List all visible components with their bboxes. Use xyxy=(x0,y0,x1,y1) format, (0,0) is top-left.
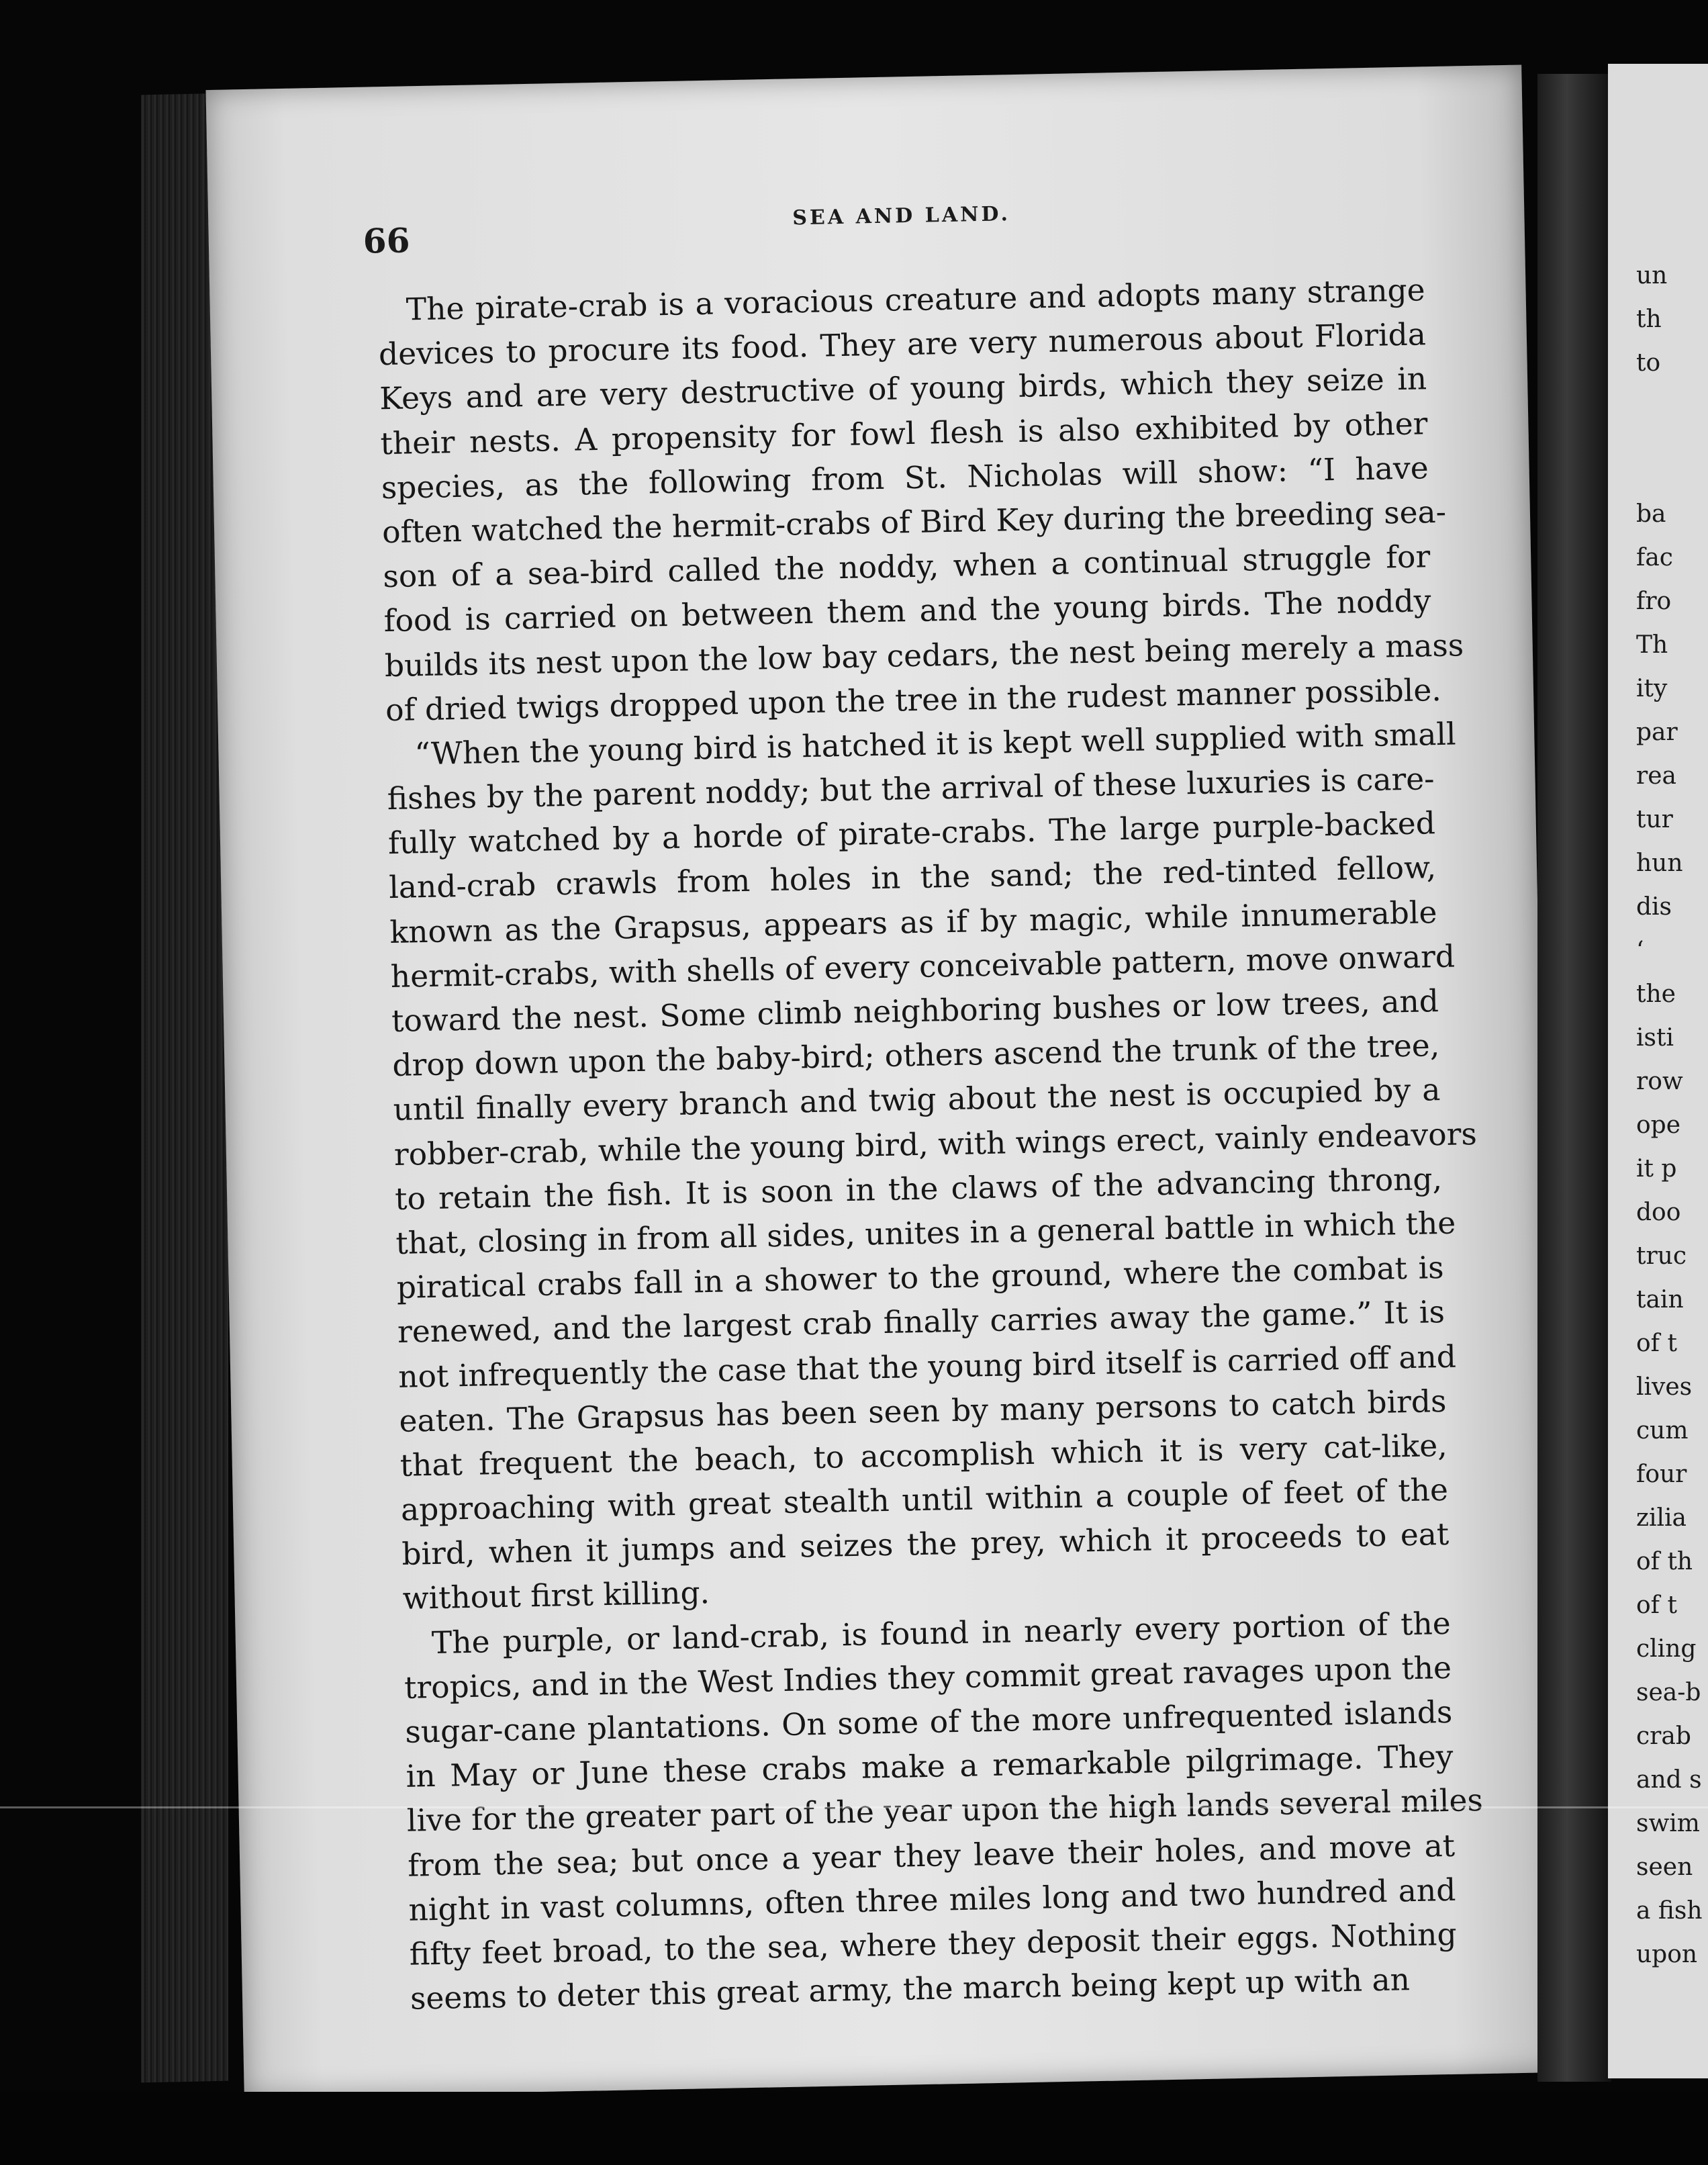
text-line: The pirate-crab is a voracious creature and adopts many strange xyxy=(406,272,1426,328)
text-line: bird, when it jumps and seizes the prey, which it proceeds to eat xyxy=(401,1516,1450,1573)
text-line: fully watched by a horde of pirate-crabs. The large purple-backed xyxy=(387,805,1436,862)
facing-page-fragment: Th xyxy=(1636,631,1668,659)
text-line: known as the Grapsus, appears as if by magic, while innumerable xyxy=(389,894,1437,950)
facing-page-fragment: to xyxy=(1636,349,1661,377)
text-line: fifty feet broad, to the sea, where they deposit their eggs. Nothing xyxy=(409,1916,1458,1972)
page-header xyxy=(363,193,1518,262)
facing-page-fragment: fro xyxy=(1636,588,1672,615)
text-line: species, as the following from St. Nicholas will show: “I have xyxy=(381,449,1429,506)
text-line: tropics, and in the West Indies they commit great ravages upon the xyxy=(404,1649,1452,1706)
text-line: land-crab crawls from holes in the sand; the red-tinted fellow, xyxy=(388,849,1437,906)
text-line: builds its nest upon the low bay cedars, the nest being merely a mass xyxy=(384,627,1464,684)
page-number: 66 xyxy=(363,220,410,261)
facing-page-fragment: ope xyxy=(1636,1111,1681,1139)
text-line: robber-crab, while the young bird, with wings erect, vainly endeavors xyxy=(393,1115,1478,1172)
facing-page-fragment: of t xyxy=(1636,1330,1677,1357)
text-line: to retain the fish. It is soon in the claws of the advancing throng, xyxy=(394,1160,1443,1217)
facing-page-edge xyxy=(1608,64,1708,2078)
text-line: eaten. The Grapsus has been seen by many persons to catch birds xyxy=(399,1383,1447,1439)
text-line: food is carried on between them and the young birds. The noddy xyxy=(383,583,1431,639)
text-line: that frequent the beach, to accomplish which it is very cat-like, xyxy=(399,1427,1448,1483)
book-gutter xyxy=(1537,74,1611,2082)
text-line: not infrequently the case that the young bird itself is carried off and xyxy=(397,1338,1457,1395)
text-line: seems to deter this great army, the march being kept up with an xyxy=(410,1962,1411,2017)
text-line: approaching with great stealth until within a couple of feet of the xyxy=(400,1472,1449,1528)
facing-page-fragment: hun xyxy=(1636,849,1683,877)
facing-page-fragment: the xyxy=(1636,980,1676,1008)
facing-page-fragment: cling xyxy=(1636,1635,1697,1663)
text-line: “When the young bird is hatched it is kept well supplied with small xyxy=(414,716,1456,772)
facing-page-fragment: swim xyxy=(1636,1810,1700,1837)
facing-page-fragment: of th xyxy=(1636,1548,1693,1575)
facing-page-fragment: row xyxy=(1636,1068,1683,1095)
paragraph xyxy=(386,712,1478,1621)
text-line: hermit-crabs, with shells of every conceivable pattern, move onward xyxy=(390,938,1456,995)
paragraph xyxy=(377,268,1464,733)
facing-page-fragment: zilia xyxy=(1636,1504,1687,1532)
facing-page-fragment: ity xyxy=(1636,675,1668,702)
text-line: that, closing in from all sides, unites in a general battle in which the xyxy=(395,1205,1456,1261)
text-line: often watched the hermit-crabs of Bird Key during the breeding sea- xyxy=(381,494,1447,551)
facing-page-fragment: fac xyxy=(1636,544,1673,571)
scan-bottom-strip xyxy=(0,2092,1708,2165)
running-head: SEA AND LAND. xyxy=(792,202,1011,230)
text-line: night in vast columns, often three miles long and two hundred and xyxy=(408,1872,1456,1928)
text-line: sugar-cane plantations. On some of the more unfrequented islands xyxy=(404,1694,1453,1750)
facing-page-fragment: ‘ xyxy=(1636,937,1644,964)
text-line: in May or June these crabs make a remarkable pilgrimage. They xyxy=(406,1739,1454,1795)
facing-page-fragment: upon xyxy=(1636,1941,1698,1968)
facing-page-fragment: ba xyxy=(1636,500,1666,528)
facing-page-fragment: sea-b xyxy=(1636,1679,1701,1706)
facing-page-fragment: and s xyxy=(1636,1766,1702,1794)
facing-page-fragment: par xyxy=(1636,719,1678,746)
text-line: until finally every branch and twig about the nest is occupied by a xyxy=(393,1072,1441,1128)
text-line: of dried twigs dropped upon the tree in the rudest manner possible. xyxy=(385,672,1442,728)
text-line: Keys and are very destructive of young birds, which they seize in xyxy=(379,361,1427,417)
facing-page-fragment: four xyxy=(1636,1461,1687,1488)
facing-page-fragment: cum xyxy=(1636,1417,1689,1444)
text-line: devices to procure its food. They are very numerous about Florida xyxy=(378,316,1427,373)
facing-page-fragment: isti xyxy=(1636,1024,1674,1052)
facing-page-fragment: doo xyxy=(1636,1199,1681,1226)
paragraph xyxy=(403,1602,1484,2022)
facing-page-fragment: tain xyxy=(1636,1286,1684,1314)
facing-page-fragment: crab xyxy=(1636,1722,1691,1750)
page-body-text xyxy=(377,268,1484,2021)
text-line: piratical crabs fall in a shower to the ground, where the combat is xyxy=(396,1250,1444,1306)
facing-page-fragment: tur xyxy=(1636,806,1673,833)
text-line: from the sea; but once a year they leave their holes, and move at xyxy=(407,1827,1456,1884)
text-line: fishes by the parent noddy; but the arrival of these luxuries is care- xyxy=(387,761,1435,817)
facing-page-fragment: lives xyxy=(1636,1373,1693,1401)
facing-page-fragment: truc xyxy=(1636,1242,1687,1270)
facing-page-fragment: a fish xyxy=(1636,1897,1703,1925)
text-line: son of a sea-bird called the noddy, when a continual struggle for xyxy=(382,539,1431,595)
scan-artifact-line xyxy=(0,1806,1708,1808)
facing-page-fragment: it p xyxy=(1636,1155,1677,1183)
facing-page-fragment: rea xyxy=(1636,762,1676,790)
facing-page-fragment: dis xyxy=(1636,893,1672,921)
text-line: their nests. A propensity for fowl flesh is also exhibited by other xyxy=(380,405,1428,461)
facing-page-fragment: seen xyxy=(1636,1853,1693,1881)
facing-page-fragment: of t xyxy=(1636,1592,1677,1619)
text-line: toward the nest. Some climb neighboring bushes or low trees, and xyxy=(391,983,1439,1040)
text-line: The purple, or land-crab, is found in nearly every portion of the xyxy=(431,1605,1452,1661)
text-line: renewed, and the largest crab finally carries away the game.” It is xyxy=(397,1294,1445,1350)
text-line: live for the greater part of the year upon the high lands several miles xyxy=(406,1782,1484,1839)
text-line: without first killing. xyxy=(402,1575,710,1617)
facing-page-fragment: th xyxy=(1636,306,1662,333)
book-page xyxy=(205,64,1560,2097)
text-line: drop down upon the baby-bird; others ascend the trunk of the tree, xyxy=(391,1027,1440,1084)
facing-page-fragment: un xyxy=(1636,262,1668,289)
